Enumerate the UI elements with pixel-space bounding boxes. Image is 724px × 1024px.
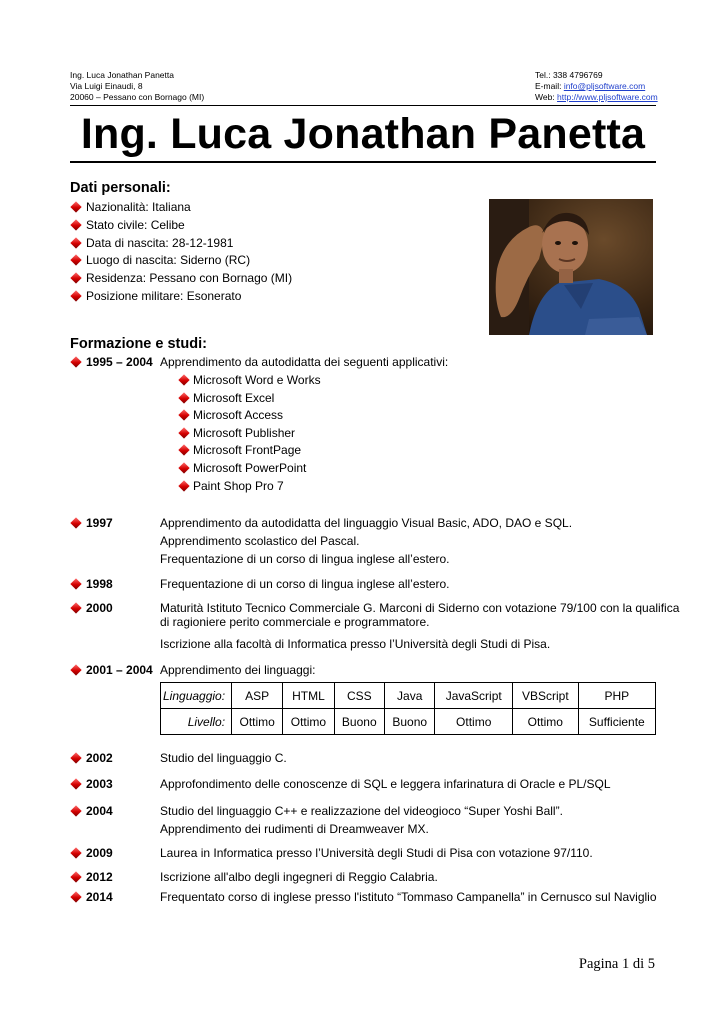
bullet-icon bbox=[178, 427, 189, 438]
education-text: Iscrizione alla facoltà di Informatica presso l’Università degli Studi di Pisa. bbox=[160, 637, 551, 651]
header-web-row bbox=[535, 92, 658, 103]
level-cell: Sufficiente bbox=[578, 709, 655, 735]
web-label: Web: bbox=[535, 92, 558, 102]
level-cell: Ottimo bbox=[232, 709, 283, 735]
education-text: Approfondimento delle conoscenze di SQL e leggera infarinatura di Oracle e PL/SQL bbox=[160, 777, 611, 791]
header-street: Via Luigi Einaudi, 8 bbox=[70, 81, 143, 91]
email-label: E-mail: bbox=[535, 81, 564, 91]
bullet-icon bbox=[70, 290, 81, 301]
education-year: 1998 bbox=[86, 577, 113, 591]
bullet-icon bbox=[70, 871, 81, 882]
level-cell: Buono bbox=[334, 709, 384, 735]
education-text: Apprendimento scolastico del Pascal. bbox=[160, 534, 360, 548]
education-text: Laurea in Informatica presso l’Università degli Studi di Pisa con votazione 97/110. bbox=[160, 846, 593, 860]
education-text: Apprendimento dei linguaggi: bbox=[160, 663, 316, 677]
education-text: Maturità Istituto Tecnico Commerciale G. Marconi di Siderno con votazione 79/100 con la qualifica bbox=[160, 601, 680, 615]
profile-photo bbox=[489, 199, 653, 335]
language-cell: VBScript bbox=[512, 683, 578, 709]
languages-row bbox=[161, 683, 656, 709]
education-text: Frequentazione di un corso di lingua inglese all’estero. bbox=[160, 552, 450, 566]
personal-item: Nazionalità: Italiana bbox=[86, 200, 191, 214]
education-year: 2012 bbox=[86, 870, 113, 884]
bullet-icon bbox=[70, 517, 81, 528]
personal-item: Luogo di nascita: Siderno (RC) bbox=[86, 253, 251, 268]
level-cell: Ottimo bbox=[512, 709, 578, 735]
level-row-label: Livello: bbox=[161, 709, 232, 735]
web-link[interactable]: http://www.pljsoftware.com bbox=[557, 92, 658, 102]
language-row-label: Linguaggio: bbox=[161, 683, 232, 709]
page-title: Ing. Luca Jonathan Panetta bbox=[80, 110, 646, 158]
application-item: Microsoft Publisher bbox=[193, 425, 296, 440]
application-item: Microsoft Word e Works bbox=[193, 373, 321, 387]
language-cell: PHP bbox=[578, 683, 655, 709]
education-year: 2004 bbox=[86, 804, 113, 818]
header-tel: Tel.: 338 4796769 bbox=[535, 70, 603, 80]
application-item: Microsoft Excel bbox=[193, 390, 275, 405]
education-year: 2001 – 2004 bbox=[86, 663, 153, 677]
languages-table bbox=[160, 682, 656, 735]
language-cell: HTML bbox=[283, 683, 334, 709]
header-city: 20060 – Pessano con Bornago (MI) bbox=[70, 92, 205, 102]
email-link[interactable]: info@pljsoftware.com bbox=[563, 81, 646, 91]
education-text: Apprendimento da autodidatta del linguaggio Visual Basic, ADO, DAO e SQL. bbox=[160, 516, 573, 530]
education-year: 1995 – 2004 bbox=[86, 355, 153, 369]
bullet-icon bbox=[70, 273, 81, 284]
bullet-icon bbox=[70, 602, 81, 613]
bullet-icon bbox=[70, 664, 81, 675]
bullet-icon bbox=[70, 237, 81, 248]
bullet-icon bbox=[70, 752, 81, 763]
bullet-icon bbox=[178, 392, 189, 403]
language-cell: ASP bbox=[232, 683, 283, 709]
bullet-icon bbox=[70, 201, 81, 212]
language-cell: CSS bbox=[334, 683, 384, 709]
bullet-icon bbox=[70, 578, 81, 589]
profile-photo-image bbox=[489, 199, 653, 335]
education-heading: Formazione e studi: bbox=[70, 336, 207, 352]
education-text: Frequentazione di un corso di lingua inglese all’estero. bbox=[160, 577, 450, 591]
application-item: Microsoft FrontPage bbox=[193, 443, 302, 458]
bullet-icon bbox=[178, 445, 189, 456]
education-text: Studio del linguaggio C++ e realizzazione del videogioco “Super Yoshi Ball”. bbox=[160, 804, 563, 818]
personal-item: Residenza: Pessano con Bornago (MI) bbox=[86, 271, 293, 286]
levels-row bbox=[161, 709, 656, 735]
education-text: di ragioniere perito commerciale e programmatore. bbox=[160, 615, 430, 629]
bullet-icon bbox=[70, 847, 81, 858]
title-rule bbox=[70, 161, 656, 163]
level-cell: Buono bbox=[385, 709, 435, 735]
education-text: Apprendimento da autodidatta dei seguenti applicativi: bbox=[160, 355, 449, 369]
header-email-row bbox=[535, 81, 658, 92]
bullet-icon bbox=[70, 891, 81, 902]
application-item: Paint Shop Pro 7 bbox=[193, 478, 284, 493]
education-year: 2003 bbox=[86, 777, 113, 791]
application-item: Microsoft PowerPoint bbox=[193, 461, 307, 475]
education-text: Frequentato corso di inglese presso l'istituto “Tommaso Campanella” in Cernusco sul Naviglio bbox=[160, 890, 657, 904]
education-year: 2002 bbox=[86, 751, 113, 765]
education-text: Studio del linguaggio C. bbox=[160, 751, 287, 765]
header-name: Ing. Luca Jonathan Panetta bbox=[70, 70, 174, 80]
education-year: 2009 bbox=[86, 846, 113, 860]
bullet-icon bbox=[70, 219, 81, 230]
header-address bbox=[70, 70, 204, 103]
personal-item: Data di nascita: 28-12-1981 bbox=[86, 235, 234, 250]
bullet-icon bbox=[70, 356, 81, 367]
bullet-icon bbox=[178, 374, 189, 385]
level-cell: Ottimo bbox=[283, 709, 334, 735]
page-number: Pagina 1 di 5 bbox=[578, 956, 655, 972]
education-text: Iscrizione all'albo degli ingegneri di Reggio Calabria. bbox=[160, 870, 438, 884]
personal-item: Posizione militare: Esonerato bbox=[86, 289, 242, 303]
bullet-icon bbox=[70, 805, 81, 816]
level-cell: Ottimo bbox=[435, 709, 513, 735]
bullet-icon bbox=[70, 255, 81, 266]
personal-heading: Dati personali: bbox=[70, 180, 171, 196]
bullet-icon bbox=[178, 410, 189, 421]
application-item: Microsoft Access bbox=[193, 408, 284, 423]
bullet-icon bbox=[178, 462, 189, 473]
education-year: 2000 bbox=[86, 601, 113, 615]
personal-item: Stato civile: Celibe bbox=[86, 217, 185, 232]
bullet-icon bbox=[70, 778, 81, 789]
education-text: Apprendimento dei rudimenti di Dreamweaver MX. bbox=[160, 822, 429, 836]
header-rule bbox=[70, 105, 656, 106]
education-year: 1997 bbox=[86, 516, 113, 530]
language-cell: JavaScript bbox=[435, 683, 513, 709]
header-contacts bbox=[535, 70, 658, 103]
education-year: 2014 bbox=[86, 890, 113, 904]
bullet-icon bbox=[178, 480, 189, 491]
language-cell: Java bbox=[385, 683, 435, 709]
